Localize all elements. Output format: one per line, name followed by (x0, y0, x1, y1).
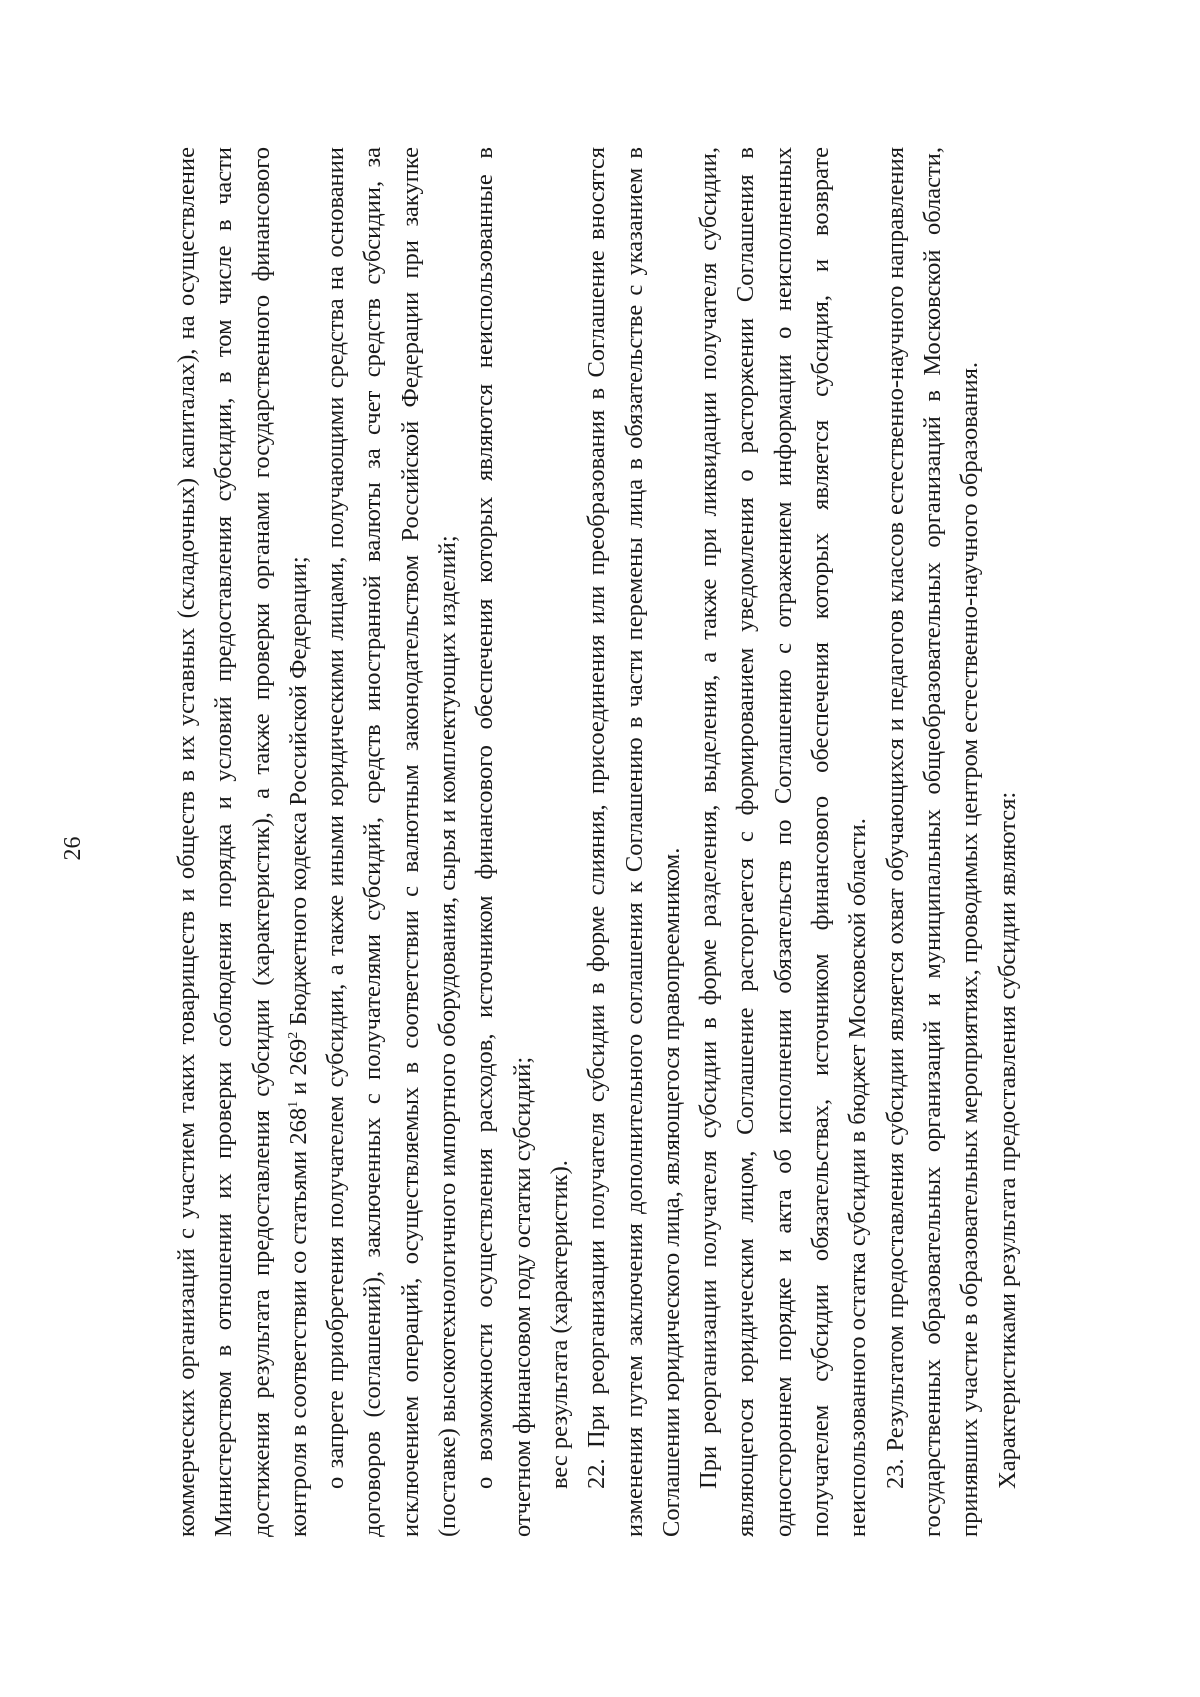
paragraph: 22. При реорганизации получателя субсидии в форме слияния, присоединения или преобразования в Соглашение вносятся изменения путем заключения дополнительного соглашения к Соглашению в части перемены лица в обязательстве с указанием в Соглашении юридического лица, являющегося правопреемником. (583, 147, 685, 1537)
paragraph-text: Бюджетного кодекса Российской Федерации; (284, 556, 312, 1032)
page-number: 26 (60, 836, 86, 861)
paragraph-text: и 269 (284, 1038, 312, 1101)
paragraph: о запрете приобретения получателем субсидии, а также иными юридическими лицами, получающими средства на основании договоров (соглашений), заключенных с получателями субсидий, средств иностранной валюты за счет средств субсидии, за исключением операций, осуществляемых в соответствии с валютным законодательством Российской Федерации при закупке (поставке) высокотехнологичного импортного оборудования, сырья и комплектующих изделий; (322, 147, 462, 1537)
paragraph-continuation (168, 147, 317, 1537)
paragraph: вес результата (характеристик). (545, 1160, 573, 1489)
superscript: 1 (285, 1100, 301, 1108)
paragraph: При реорганизации получателя субсидии в форме разделения, выделения, а также при ликвидации получателя субсидии, являющегося юридическим лицом, Соглашение расторгается с формированием уведомления о расторжении Соглашения в одностороннем порядке и акта об исполнении обязательств по Соглашению с отражением информации о неисполненных получателем субсидии обязательствах, источником финансового обеспечения которых является субсидия, и возврате неиспользованного остатка субсидии в бюджет Московской области. (695, 147, 872, 1537)
paragraph-text: коммерческих организаций с участием таких товариществ и обществ в их уставных (складочных) капиталах), на осуществление Министерством в отношении их проверки соблюдения порядка и условий предоставления субсидии, в том числе в части достижения результата предоставления субсидии (характеристик), а также проверки органами государственного финансового контроля в соответствии со статьями 268 (173, 147, 312, 1537)
document-body (168, 147, 1026, 1537)
paragraph: о возможности осуществления расходов, источником финансового обеспечения которых являются неиспользованные в отчетном финансовом году остатки субсидий; (471, 147, 536, 1537)
paragraph: 23. Результатом предоставления субсидии является охват обучающихся и педагогов классов естественно-научного направления государственных образовательных организаций и муниципальных общеобразовательных организаций в Московской области, принявших участие в образовательных мероприятиях, проводимых центром естественно-научного образования. (881, 147, 984, 1537)
superscript: 2 (285, 1031, 301, 1039)
paragraph: Характеристиками результата предоставления субсидии являются: (993, 791, 1021, 1489)
